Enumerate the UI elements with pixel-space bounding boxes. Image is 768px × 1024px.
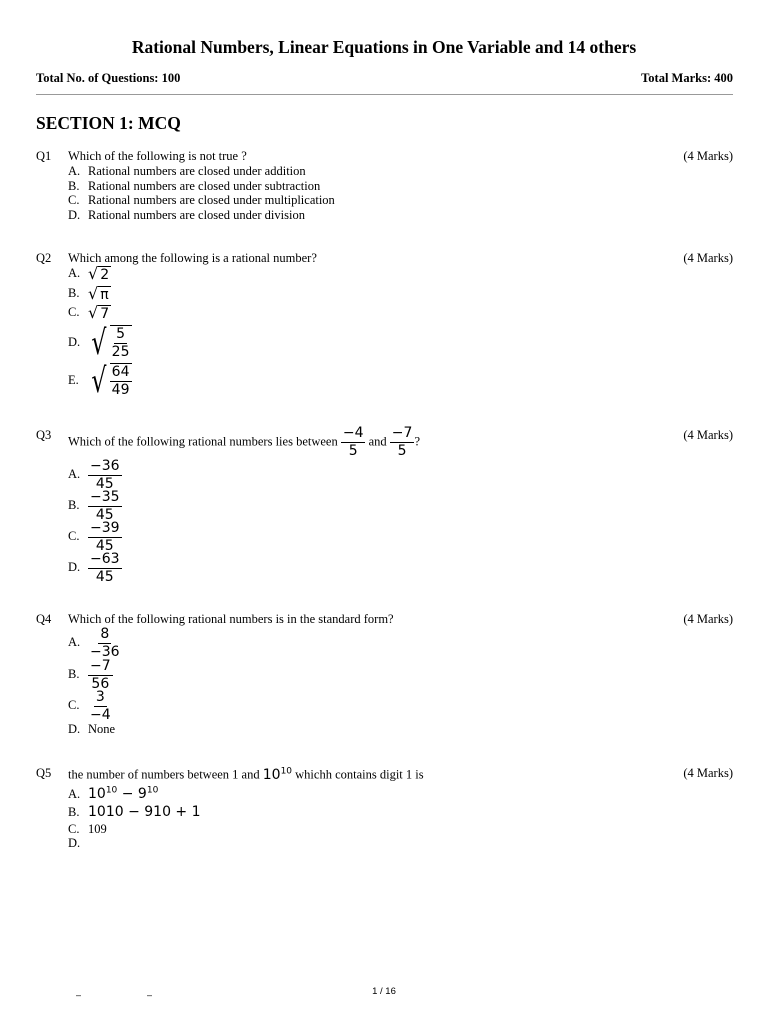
fraction xyxy=(88,626,122,661)
fraction-denominator: 45 xyxy=(95,507,114,523)
option-letter: B. xyxy=(68,286,80,301)
fraction-numerator: −63 xyxy=(90,551,120,567)
question-text: Which among the following is a rational number? xyxy=(68,251,317,265)
question-marks: (4 Marks) xyxy=(683,428,733,442)
fraction xyxy=(88,520,122,555)
option-d xyxy=(68,208,305,223)
conjunction: and xyxy=(368,434,387,449)
option-d xyxy=(68,722,115,737)
option-letter: B. xyxy=(68,805,80,819)
question-text: Which of the following rational numbers is in the standard form? xyxy=(68,612,394,626)
fraction-numerator: 5 xyxy=(116,326,126,342)
question-text-start: Which of the following rational numbers lies between xyxy=(68,434,338,449)
document-title: Rational Numbers, Linear Equations in One Variable and 14 others xyxy=(131,37,637,57)
radicand: π xyxy=(100,287,109,303)
fraction-numerator: 64 xyxy=(111,364,130,380)
option-letter: A. xyxy=(68,266,81,281)
fraction-numerator: −7 xyxy=(90,658,111,674)
fraction-numerator: −39 xyxy=(90,520,120,536)
header-divider xyxy=(36,94,733,95)
option-letter: D. xyxy=(68,836,81,850)
power-exponent: 10 xyxy=(280,766,293,776)
power-base: 9 xyxy=(137,785,147,802)
option-c xyxy=(68,822,107,837)
square-root-fraction: √ $\frac{5}{25}$ xyxy=(91,323,130,363)
fraction-denominator: 25 xyxy=(111,344,130,360)
option-d xyxy=(68,551,122,586)
question-marks: (4 Marks) xyxy=(683,612,733,626)
option-letter: B. xyxy=(68,498,80,513)
square-root: √ π xyxy=(88,284,109,303)
fraction-denominator: 5 xyxy=(397,443,407,459)
fraction-denominator: −36 xyxy=(90,644,120,660)
option-letter: C. xyxy=(68,822,80,836)
option-text: None xyxy=(88,722,116,736)
fraction xyxy=(88,689,113,724)
option-letter: D. xyxy=(68,207,81,222)
option-a xyxy=(68,164,306,179)
option-expression xyxy=(88,786,158,802)
square-root: √ 7 xyxy=(88,303,110,322)
option-a xyxy=(68,785,158,802)
option-a xyxy=(68,626,122,661)
option-letter: E. xyxy=(68,372,79,387)
option-text: Rational numbers are closed under subtraction xyxy=(88,178,321,193)
total-marks: Total Marks: 400 xyxy=(641,71,733,85)
question-text xyxy=(68,425,420,460)
option-d xyxy=(68,325,132,361)
option-letter: B. xyxy=(68,667,80,682)
option-letter: B. xyxy=(68,178,80,193)
option-letter: A. xyxy=(68,786,81,801)
question-number: Q5 xyxy=(36,766,52,780)
radicand: 2 xyxy=(100,267,110,283)
radicand: 7 xyxy=(100,306,110,322)
power-expression xyxy=(263,767,292,783)
option-c xyxy=(68,305,111,322)
option-c xyxy=(68,193,335,208)
question-mark: ? xyxy=(414,434,420,449)
option-a xyxy=(68,266,111,283)
fraction-numerator: −36 xyxy=(90,458,120,474)
option-text: Rational numbers are closed under addition xyxy=(88,164,306,178)
fraction-denominator: −4 xyxy=(90,707,111,723)
square-root-fraction: √ $\frac{64}{49}$ xyxy=(91,361,130,401)
fraction xyxy=(88,551,122,586)
option-letter: C. xyxy=(68,529,80,544)
fraction-numerator: 3 xyxy=(95,689,105,705)
option-d xyxy=(68,836,88,851)
power-base: 10 xyxy=(262,766,281,783)
fraction-denominator: 45 xyxy=(95,476,114,492)
option-c xyxy=(68,520,122,555)
option-b xyxy=(68,286,111,303)
option-letter: D. xyxy=(68,334,81,349)
option-letter: A. xyxy=(68,164,81,178)
power-exponent: 10 xyxy=(105,785,118,795)
square-root: √ 2 xyxy=(88,264,110,283)
fraction-denominator: 45 xyxy=(95,538,114,554)
option-b xyxy=(68,179,320,194)
option-text: Rational numbers are closed under multiplication xyxy=(88,193,335,207)
fraction-numerator: −4 xyxy=(342,425,364,441)
minus-operator: − xyxy=(117,785,138,802)
option-letter: C. xyxy=(68,305,80,320)
fraction xyxy=(390,425,415,460)
fraction-denominator: 45 xyxy=(95,569,114,585)
footer-dash: – xyxy=(147,990,153,1000)
total-questions: Total No. of Questions: 100 xyxy=(36,71,181,85)
fraction xyxy=(341,425,366,460)
question-number: Q3 xyxy=(36,428,52,442)
fraction-numerator: −35 xyxy=(90,489,120,505)
fraction xyxy=(88,458,122,493)
option-text: Rational numbers are closed under division xyxy=(88,207,305,222)
option-b xyxy=(68,658,113,693)
question-number: Q2 xyxy=(36,251,52,265)
question-marks: (4 Marks) xyxy=(683,251,733,265)
power-base: 10 xyxy=(88,785,106,802)
question-marks: (4 Marks) xyxy=(683,149,733,163)
option-letter: A. xyxy=(68,467,81,482)
option-expression: 1010 − 910 + 1 xyxy=(88,804,201,820)
option-letter: C. xyxy=(68,193,80,207)
fraction-numerator: −7 xyxy=(391,425,413,441)
question-marks: (4 Marks) xyxy=(683,766,733,780)
fraction xyxy=(88,489,122,524)
option-letter: D. xyxy=(68,722,81,736)
question-number: Q1 xyxy=(36,149,52,163)
question-text xyxy=(68,766,424,783)
option-b xyxy=(68,489,122,524)
question-text-start: the number of numbers between 1 and xyxy=(68,767,260,782)
question-text: Which of the following is not true ? xyxy=(68,149,247,163)
fraction-numerator: 8 xyxy=(100,626,110,642)
question-text-end: whichh contains digit 1 is xyxy=(295,767,424,782)
fraction xyxy=(88,658,113,693)
fraction-denominator: 5 xyxy=(348,443,358,459)
power-exponent: 10 xyxy=(146,785,159,795)
question-number: Q4 xyxy=(36,612,52,626)
footer-dash: – xyxy=(76,990,82,1000)
option-letter: D. xyxy=(68,560,81,575)
page-number: 1 / 16 xyxy=(372,986,396,997)
fraction-denominator: 49 xyxy=(111,382,130,398)
option-letter: A. xyxy=(68,635,81,650)
option-b xyxy=(68,804,201,820)
section-heading: SECTION 1: MCQ xyxy=(36,113,181,133)
option-a xyxy=(68,458,122,493)
option-letter: C. xyxy=(68,698,80,713)
option-e xyxy=(68,363,132,399)
fraction-denominator: 56 xyxy=(91,676,110,692)
option-text: 109 xyxy=(88,822,107,836)
option-c xyxy=(68,689,113,724)
